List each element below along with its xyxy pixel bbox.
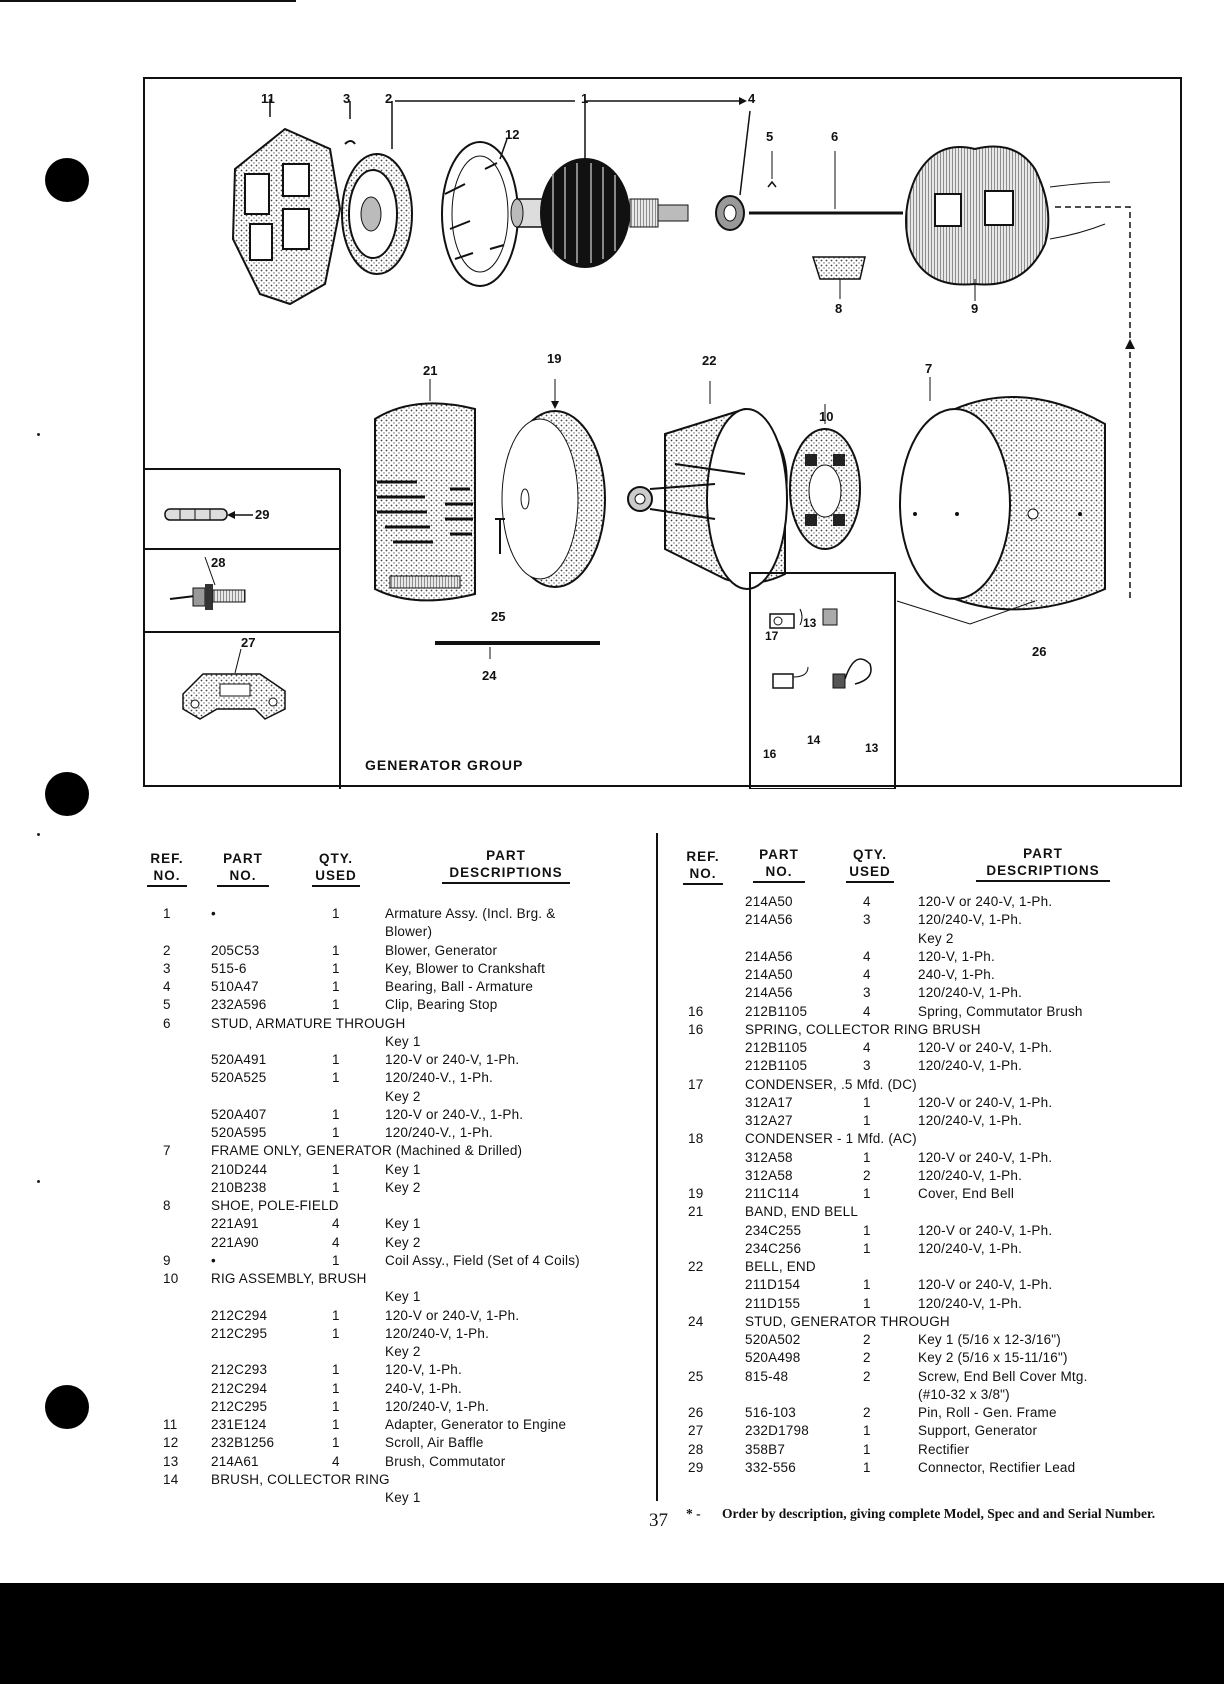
table-row	[0, 1258, 1224, 1276]
diagram-drawing	[145, 79, 1184, 789]
table-row	[0, 930, 1224, 948]
part-11-adapter-drawing	[233, 99, 340, 304]
qty-cell: 1	[332, 979, 340, 994]
description-cell: 120-V, 1-Ph.	[385, 1362, 462, 1378]
callout-5: 5	[766, 129, 774, 144]
part-number-cell: BRUSH, COLLECTOR RING	[211, 1471, 390, 1487]
description-cell: 120-V or 240-V., 1-Ph.	[385, 1106, 524, 1122]
part-number-cell: 211D154	[745, 1277, 801, 1293]
description-cell: 120/240-V, 1-Ph.	[918, 1113, 1023, 1128]
part-12-scroll-drawing	[442, 139, 518, 286]
description-cell: Bearing, Ball - Armature	[385, 979, 534, 994]
qty-cell: 1	[332, 1161, 340, 1177]
part-number-cell: 221A90	[211, 1234, 259, 1250]
qty-cell: 2	[863, 1167, 871, 1183]
qty-cell: 4	[863, 1003, 871, 1019]
left-header-part-label: PART NO.	[217, 850, 269, 887]
description-cell: Cover, End Bell	[918, 1186, 1015, 1201]
callout-25: 25	[491, 609, 506, 624]
qty-cell: 1	[332, 1070, 340, 1086]
part-number-cell: 214A56	[745, 948, 793, 964]
qty-cell: 4	[332, 1216, 340, 1232]
description-cell: 120/240-V, 1-Ph.	[918, 1058, 1023, 1074]
qty-cell: 3	[863, 1058, 871, 1074]
qty-cell: 1	[332, 1362, 340, 1378]
part-number-cell: 332-556	[745, 1459, 796, 1475]
qty-cell: 1	[863, 1459, 871, 1475]
ref-cell: 7	[163, 1143, 171, 1159]
qty-cell: 2	[863, 1350, 871, 1366]
description-cell: Key 2	[385, 1179, 421, 1195]
callout-26: 26	[1032, 644, 1047, 659]
callout-2: 2	[385, 91, 393, 106]
bottom-scan-band	[0, 1583, 1224, 1684]
table-row	[0, 1094, 1224, 1112]
part-number-cell: 210B238	[211, 1179, 267, 1195]
part-7-frame-drawing	[897, 377, 1105, 624]
description-cell: Key 2 (5/16 x 15-11/16")	[918, 1350, 1068, 1366]
column-divider	[656, 833, 658, 1501]
callout-10: 10	[819, 409, 834, 424]
description-cell: Rectifier	[918, 1441, 970, 1457]
part-number-cell: 214A61	[211, 1453, 259, 1469]
description-cell: Key 1	[385, 1490, 421, 1505]
description-cell: Clip, Bearing Stop	[385, 997, 498, 1013]
callout-14: 14	[807, 733, 821, 747]
table-row	[0, 1295, 1224, 1313]
part-number-cell: 212B1105	[745, 1058, 808, 1074]
qty-cell: 1	[332, 960, 340, 976]
qty-cell: 3	[863, 985, 871, 1001]
callout-27: 27	[241, 635, 256, 650]
part-number-cell: 234C256	[745, 1240, 802, 1256]
qty-cell: 1	[332, 1398, 340, 1414]
binder-hole-middle	[45, 772, 89, 816]
description-cell: 120/240-V., 1-Ph.	[385, 1070, 493, 1086]
description-cell: 120/240-V, 1-Ph.	[918, 1167, 1023, 1183]
callout-12: 12	[505, 127, 520, 142]
callout-8: 8	[835, 301, 843, 316]
description-cell: Spring, Commutator Brush	[918, 1003, 1083, 1019]
part-number-cell: 231E124	[211, 1417, 267, 1432]
part-number-cell: 232B1256	[211, 1435, 275, 1451]
ref-cell: 6	[163, 1015, 171, 1031]
part-number-cell: 221A91	[211, 1216, 259, 1232]
part-number-cell: 312A17	[745, 1094, 793, 1110]
qty-cell: 4	[332, 1453, 340, 1469]
qty-cell: 1	[332, 1052, 340, 1067]
description-cell: Scroll, Air Baffle	[385, 1435, 484, 1451]
callout-19: 19	[547, 351, 562, 366]
part-number-cell: 214A56	[745, 912, 793, 928]
description-cell: Blower, Generator	[385, 942, 498, 958]
qty-cell: 2	[863, 1405, 871, 1420]
description-cell: 120-V or 240-V, 1-Ph.	[918, 1277, 1053, 1293]
table-row	[0, 1057, 1224, 1075]
table-row	[0, 1003, 1224, 1021]
description-cell: Key 1	[385, 1033, 421, 1049]
part-number-cell: 214A50	[745, 967, 793, 982]
part-27-support-drawing	[183, 649, 285, 719]
part-number-cell: 520A407	[211, 1106, 267, 1122]
part-number-cell: SPRING, COLLECTOR RING BRUSH	[745, 1021, 981, 1037]
description-cell: 240-V, 1-Ph.	[385, 1380, 462, 1396]
part-4-bearing-drawing	[716, 111, 750, 230]
footnote-marker: * -	[686, 1506, 701, 1521]
table-row	[0, 1076, 1224, 1094]
description-cell: Support, Generator	[918, 1423, 1038, 1439]
part-number-cell: 312A58	[745, 1167, 793, 1183]
part-number-cell: 212C294	[211, 1307, 268, 1323]
description-cell: Screw, End Bell Cover Mtg.	[918, 1368, 1088, 1384]
ref-cell: 17	[688, 1076, 704, 1092]
qty-cell: 3	[863, 912, 871, 928]
table-row	[0, 1276, 1224, 1294]
callout-28: 28	[211, 555, 226, 570]
part-number-cell: 232D1798	[745, 1423, 809, 1439]
description-cell: Key 2	[385, 1344, 421, 1359]
qty-cell: 1	[863, 1222, 871, 1238]
binder-hole-top	[45, 158, 89, 202]
description-cell: 120-V or 240-V, 1-Ph.	[918, 1149, 1053, 1165]
part-number-cell: 212C294	[211, 1380, 268, 1396]
part-number-cell: SHOE, POLE-FIELD	[211, 1198, 339, 1213]
ref-cell: 13	[163, 1453, 179, 1469]
part-number-cell: 510A47	[211, 979, 259, 994]
part-3-key-drawing	[345, 101, 355, 144]
table-row	[0, 1185, 1224, 1203]
ref-cell: 26	[688, 1405, 704, 1420]
part-number-cell: 520A491	[211, 1052, 267, 1067]
left-header-desc-label: PART DESCRIPTIONS	[442, 847, 570, 884]
description-cell: 120-V or 240-V, 1-Ph.	[918, 1040, 1053, 1055]
callout-17: 16	[763, 747, 777, 761]
table-row	[0, 1459, 1224, 1477]
table-row	[0, 1441, 1224, 1459]
ref-cell: 21	[688, 1204, 704, 1220]
description-cell: 120/240-V, 1-Ph.	[385, 1325, 490, 1341]
ref-cell: 9	[163, 1252, 171, 1268]
part-number-cell: 212B1105	[745, 1003, 808, 1019]
qty-cell: 4	[332, 1234, 340, 1250]
ref-cell: 16	[688, 1003, 704, 1019]
left-header-ref-label: REF. NO.	[147, 850, 187, 887]
description-cell: Key 1	[385, 1161, 421, 1177]
ref-cell: 4	[163, 979, 171, 994]
part-number-cell: •	[211, 1252, 216, 1268]
description-cell: Adapter, Generator to Engine	[385, 1417, 567, 1432]
ref-cell: 27	[688, 1423, 704, 1439]
ref-cell: 24	[688, 1313, 704, 1329]
callout-21: 21	[423, 363, 438, 378]
part-number-cell: 815-48	[745, 1368, 789, 1384]
right-header-ref	[678, 848, 728, 885]
description-cell: Brush, Commutator	[385, 1453, 506, 1469]
page-number: 37	[649, 1510, 668, 1531]
right-header-part-label: PART NO.	[753, 846, 805, 883]
description-cell: 120-V or 240-V, 1-Ph.	[918, 894, 1053, 909]
left-header-desc	[436, 847, 576, 884]
qty-cell: 4	[863, 967, 871, 982]
ref-cell: 18	[688, 1131, 704, 1147]
description-cell: 120-V or 240-V, 1-Ph.	[918, 1222, 1053, 1238]
part-number-cell: 212C295	[211, 1398, 268, 1414]
qty-cell: 1	[332, 1380, 340, 1396]
description-cell: Key 2	[918, 930, 954, 946]
description-cell: Blower)	[385, 924, 433, 940]
description-cell: Key 1	[385, 1216, 421, 1232]
callout-6: 6	[831, 129, 839, 144]
description-cell: 120-V, 1-Ph.	[918, 948, 995, 964]
part-number-cell: 211C114	[745, 1186, 800, 1201]
left-header-qty	[306, 850, 366, 887]
right-header-desc-label: PART DESCRIPTIONS	[976, 845, 1110, 882]
qty-cell: 2	[863, 1368, 871, 1384]
qty-cell: 1	[332, 1252, 340, 1268]
qty-cell: 1	[332, 1125, 340, 1140]
qty-cell: 4	[863, 894, 871, 909]
description-cell: 120/240-V, 1-Ph.	[918, 1295, 1023, 1311]
ref-cell: 11	[163, 1417, 178, 1432]
part-10-brush-rig-drawing	[790, 404, 860, 549]
ref-cell: 3	[163, 960, 171, 976]
description-cell: 240-V, 1-Ph.	[918, 967, 995, 982]
qty-cell: 1	[863, 1186, 871, 1201]
qty-cell: 1	[863, 1240, 871, 1256]
description-cell: 120/240-V, 1-Ph.	[385, 1398, 490, 1414]
left-header-ref	[142, 850, 192, 887]
part-number-cell: 212B1105	[745, 1040, 808, 1055]
part-number-cell: 520A595	[211, 1125, 267, 1140]
part-19-cover-drawing	[502, 379, 605, 587]
description-cell: Pin, Roll - Gen. Frame	[918, 1405, 1057, 1420]
qty-cell: 4	[863, 1040, 871, 1055]
qty-cell: 1	[332, 906, 340, 921]
description-cell: 120/240-V., 1-Ph.	[385, 1125, 493, 1140]
qty-cell: 1	[332, 942, 340, 958]
qty-cell: 1	[332, 1106, 340, 1122]
part-5-6-clip-stud-drawing	[749, 151, 903, 213]
part-number-cell: 205C53	[211, 942, 260, 958]
callout-9: 9	[971, 301, 979, 316]
table-row	[0, 1222, 1224, 1240]
description-cell: 120/240-V, 1-Ph.	[918, 1240, 1023, 1256]
right-header-part	[746, 846, 812, 883]
table-row	[0, 1167, 1224, 1185]
right-header-desc	[970, 845, 1116, 882]
ref-cell: 28	[688, 1441, 704, 1457]
description-cell: Connector, Rectifier Lead	[918, 1459, 1076, 1475]
qty-cell: 1	[863, 1277, 871, 1293]
callout-3: 3	[343, 91, 351, 106]
ref-cell: 16	[688, 1021, 704, 1037]
ref-cell: 25	[688, 1368, 704, 1384]
figure-caption: GENERATOR GROUP	[365, 757, 524, 773]
generator-exploded-diagram	[143, 77, 1182, 787]
top-rule	[0, 0, 296, 2]
description-cell: Key, Blower to Crankshaft	[385, 960, 546, 976]
part-number-cell: 214A50	[745, 894, 793, 909]
part-28-rectifier-drawing	[170, 557, 245, 610]
callout-16: 13	[803, 616, 817, 630]
table-row	[0, 966, 1224, 984]
ref-cell: 10	[163, 1271, 179, 1286]
part-8-shoe-drawing	[813, 257, 865, 299]
callout-4: 4	[748, 91, 756, 106]
ref-cell: 1	[163, 906, 171, 921]
qty-cell: 1	[863, 1295, 871, 1311]
description-cell: Key 1 (5/16 x 12-3/16")	[918, 1332, 1061, 1347]
description-cell: 120/240-V, 1-Ph.	[918, 985, 1023, 1001]
table-row	[0, 1422, 1224, 1440]
part-number-cell: 232A596	[211, 997, 267, 1013]
edge-speck	[37, 833, 40, 836]
callout-18: 17	[765, 629, 779, 643]
part-number-cell: 211D155	[745, 1295, 801, 1311]
right-header-qty	[840, 846, 900, 883]
table-row	[0, 984, 1224, 1002]
qty-cell: 1	[332, 1179, 340, 1195]
part-9-field-coil-drawing	[906, 147, 1110, 302]
qty-cell: 1	[863, 1441, 871, 1457]
part-number-cell: BAND, END BELL	[745, 1204, 859, 1220]
callout-7: 7	[925, 361, 933, 376]
part-number-cell: 212C295	[211, 1325, 268, 1341]
table-row	[0, 1112, 1224, 1130]
callout-1: 1	[581, 91, 589, 106]
part-number-cell: FRAME ONLY, GENERATOR (Machined & Drilled)	[211, 1143, 523, 1159]
right-header-qty-label: QTY. USED	[846, 846, 894, 883]
part-number-cell: 312A58	[745, 1149, 793, 1165]
part-22-end-bell-drawing	[628, 381, 787, 589]
left-header-qty-label: QTY. USED	[312, 850, 360, 887]
qty-cell: 1	[332, 997, 340, 1013]
part-24-stud-drawing	[435, 643, 600, 659]
callout-22: 22	[702, 353, 717, 368]
ref-cell: 12	[163, 1435, 179, 1451]
ref-cell: 14	[163, 1471, 179, 1487]
ref-cell: 8	[163, 1198, 171, 1213]
description-cell: 120-V or 240-V, 1-Ph.	[385, 1052, 520, 1067]
table-row	[0, 1039, 1224, 1057]
table-row	[0, 948, 1224, 966]
description-cell: (#10-32 x 3/8")	[918, 1386, 1010, 1402]
table-row	[0, 1149, 1224, 1167]
description-cell: Armature Assy. (Incl. Brg. &	[385, 906, 556, 921]
part-number-cell: 210D244	[211, 1161, 268, 1177]
part-number-cell: BELL, END	[745, 1259, 816, 1274]
callout-24: 24	[482, 668, 497, 683]
part-number-cell: 516-103	[745, 1405, 796, 1420]
description-cell: Key 1	[385, 1289, 421, 1305]
part-number-cell: 312A27	[745, 1113, 793, 1128]
qty-cell: 1	[332, 1307, 340, 1323]
part-21-band-drawing	[375, 379, 475, 600]
qty-cell: 2	[863, 1332, 871, 1347]
callout-11: 11	[261, 91, 275, 106]
callout-13: 13	[865, 741, 879, 755]
part-number-cell: RIG ASSEMBLY, BRUSH	[211, 1271, 367, 1286]
description-cell: Key 2	[385, 1088, 421, 1104]
table-row	[0, 1404, 1224, 1422]
part-number-cell: STUD, ARMATURE THROUGH	[211, 1015, 406, 1031]
part-number-cell: 520A498	[745, 1350, 801, 1366]
part-1-armature-drawing	[511, 97, 747, 268]
left-header-part	[210, 850, 276, 887]
description-cell: 120-V or 240-V, 1-Ph.	[918, 1094, 1053, 1110]
part-number-cell: 520A525	[211, 1070, 267, 1086]
part-number-cell: 234C255	[745, 1222, 802, 1238]
table-row	[0, 1368, 1224, 1386]
edge-speck	[37, 433, 40, 436]
qty-cell: 4	[863, 948, 871, 964]
part-number-cell: STUD, GENERATOR THROUGH	[745, 1313, 950, 1329]
part-number-cell: 515-6	[211, 960, 247, 976]
table-row	[0, 1021, 1224, 1039]
qty-cell: 1	[332, 1325, 340, 1341]
part-number-cell: CONDENSER, .5 Mfd. (DC)	[745, 1076, 917, 1092]
footnote-text: Order by description, giving complete Model, Spec and and Serial Number.	[722, 1506, 1156, 1521]
table-row	[0, 1386, 1224, 1404]
description-cell: 120-V or 240-V, 1-Ph.	[385, 1307, 520, 1323]
table-row	[0, 1349, 1224, 1367]
description-cell: Coil Assy., Field (Set of 4 Coils)	[385, 1252, 580, 1268]
table-row	[0, 893, 1224, 911]
right-header-ref-label: REF. NO.	[683, 848, 723, 885]
qty-cell: 1	[863, 1094, 871, 1110]
table-row	[0, 1331, 1224, 1349]
part-number-cell: •	[211, 906, 216, 921]
table-row	[0, 1240, 1224, 1258]
callout-29: 29	[255, 507, 270, 522]
ref-cell: 2	[163, 942, 171, 958]
table-row	[0, 1130, 1224, 1148]
table-row	[0, 1313, 1224, 1331]
table-row	[0, 1203, 1224, 1221]
qty-cell: 1	[863, 1423, 871, 1439]
part-number-cell: 358B7	[745, 1441, 786, 1457]
part-29-connector-drawing	[165, 509, 253, 520]
part-number-cell: 214A56	[745, 985, 793, 1001]
qty-cell: 1	[863, 1113, 871, 1128]
part-number-cell: CONDENSER - 1 Mfd. (AC)	[745, 1131, 917, 1147]
ref-cell: 5	[163, 997, 171, 1013]
ref-cell: 19	[688, 1186, 704, 1201]
description-cell: 120/240-V, 1-Ph.	[918, 912, 1023, 928]
ref-cell: 22	[688, 1259, 704, 1274]
qty-cell: 1	[332, 1435, 340, 1451]
description-cell: Key 2	[385, 1234, 421, 1250]
part-number-cell: 212C293	[211, 1362, 268, 1378]
qty-cell: 1	[332, 1417, 340, 1432]
qty-cell: 1	[863, 1149, 871, 1165]
part-number-cell: 520A502	[745, 1332, 801, 1347]
table-row	[0, 911, 1224, 929]
ref-cell: 29	[688, 1459, 704, 1475]
